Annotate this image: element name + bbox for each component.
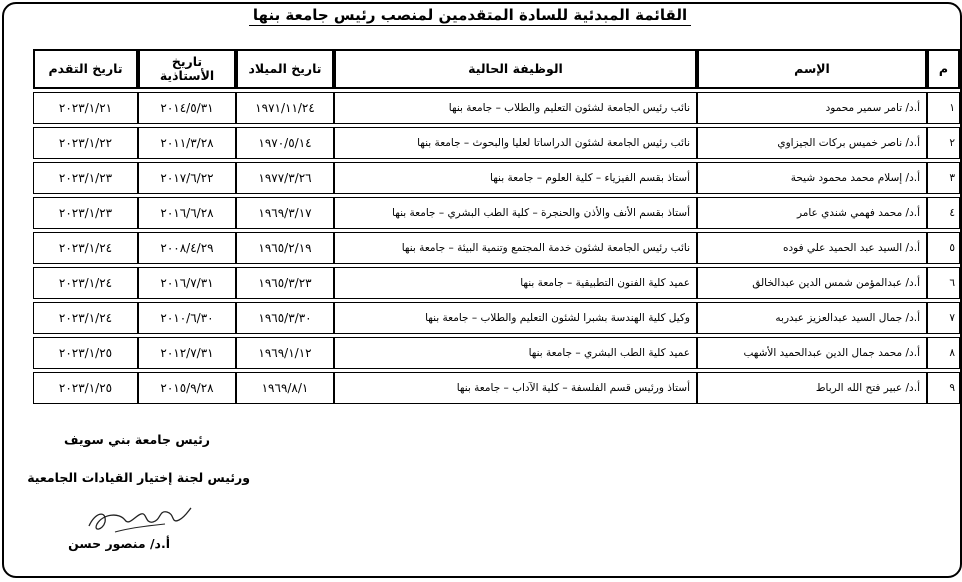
candidates-table xyxy=(33,46,960,407)
cell-job: عميد كلية الطب البشري – جامعة بنها xyxy=(334,337,697,369)
cell-professorship-date: ٢٠١٥/٩/٢٨ xyxy=(138,372,236,404)
table-row xyxy=(33,232,960,264)
cell-name: أ.د/ السيد عبد الحميد علي فوده xyxy=(697,232,927,264)
cell-job: أستاذ ورئيس قسم الفلسفة – كلية الآداب – جامعة بنها xyxy=(334,372,697,404)
cell-job: نائب رئيس الجامعة لشئون الدراساتا لعليا والبحوث – جامعة بنها xyxy=(334,127,697,159)
cell-name: أ.د/ عبدالمؤمن شمس الدين عبدالخالق xyxy=(697,267,927,299)
cell-name: أ.د/ محمد فهمي شندي عامر xyxy=(697,197,927,229)
signatory-name: أ.د/ منصور حسن xyxy=(68,536,170,551)
cell-name: أ.د/ ناصر خميس بركات الجيزاوي xyxy=(697,127,927,159)
cell-application-date: ٢٠٢٣/١/٢٣ xyxy=(33,162,138,194)
cell-application-date: ٢٠٢٣/١/٢٢ xyxy=(33,127,138,159)
table-header-row xyxy=(33,49,960,89)
cell-professorship-date: ٢٠١٢/٧/٣١ xyxy=(138,337,236,369)
document-title xyxy=(0,6,940,24)
cell-job: أستاذ بقسم الأنف والأذن والحنجرة – كلية الطب البشري – جامعة بنها xyxy=(334,197,697,229)
cell-professorship-date: ٢٠١٦/٧/٣١ xyxy=(138,267,236,299)
cell-professorship-date: ٢٠١٤/٥/٣١ xyxy=(138,92,236,124)
cell-application-date: ٢٠٢٣/١/٢١ xyxy=(33,92,138,124)
signature-title-line2: ورئيس لجنة إختيار القيادات الجامعية xyxy=(27,470,250,485)
cell-professorship-date: ٢٠١٦/٦/٢٨ xyxy=(138,197,236,229)
table-row xyxy=(33,127,960,159)
table-row xyxy=(33,267,960,299)
cell-num: ٦ xyxy=(927,267,960,299)
cell-name: أ.د/ محمد جمال الدين عبدالحميد الأشهب xyxy=(697,337,927,369)
cell-num: ١ xyxy=(927,92,960,124)
cell-application-date: ٢٠٢٣/١/٢٤ xyxy=(33,267,138,299)
cell-professorship-date: ٢٠١٠/٦/٣٠ xyxy=(138,302,236,334)
cell-application-date: ٢٠٢٣/١/٢٤ xyxy=(33,302,138,334)
cell-birth-date: ١٩٧١/١١/٢٤ xyxy=(236,92,334,124)
header-application-date: تاريخ التقدم xyxy=(33,49,138,89)
cell-num: ٩ xyxy=(927,372,960,404)
handwritten-signature xyxy=(85,502,195,538)
signature-title-line1: رئيس جامعة بني سويف xyxy=(64,432,210,447)
cell-professorship-date: ٢٠١٧/٦/٢٢ xyxy=(138,162,236,194)
table-row xyxy=(33,372,960,404)
cell-job: نائب رئيس الجامعة لشئون خدمة المجتمع وتنمية البيئة – جامعة بنها xyxy=(334,232,697,264)
cell-num: ٧ xyxy=(927,302,960,334)
cell-birth-date: ١٩٦٩/١/١٢ xyxy=(236,337,334,369)
cell-num: ٤ xyxy=(927,197,960,229)
cell-job: وكيل كلية الهندسة بشبرا لشئون التعليم والطلاب – جامعة بنها xyxy=(334,302,697,334)
header-professorship-date: تاريخ الأستاذية xyxy=(138,49,236,89)
cell-birth-date: ١٩٦٥/٣/٣٠ xyxy=(236,302,334,334)
header-job: الوظيفة الحالية xyxy=(334,49,697,89)
cell-num: ٨ xyxy=(927,337,960,369)
cell-job: عميد كلية الفنون التطبيقية – جامعة بنها xyxy=(334,267,697,299)
table-row xyxy=(33,92,960,124)
cell-name: أ.د/ جمال السيد عبدالعزيز عبدربه xyxy=(697,302,927,334)
header-num: م xyxy=(927,49,960,89)
header-name: الإسم xyxy=(697,49,927,89)
cell-birth-date: ١٩٦٥/٣/٢٣ xyxy=(236,267,334,299)
header-birth-date: تاريخ الميلاد xyxy=(236,49,334,89)
cell-application-date: ٢٠٢٣/١/٢٤ xyxy=(33,232,138,264)
cell-birth-date: ١٩٦٥/٢/١٩ xyxy=(236,232,334,264)
document-title-text: القائمة المبدئية للسادة المتقدمين لمنصب رئيس جامعة بنها xyxy=(249,6,691,26)
cell-num: ٥ xyxy=(927,232,960,264)
cell-job: نائب رئيس الجامعة لشئون التعليم والطلاب – جامعة بنها xyxy=(334,92,697,124)
cell-application-date: ٢٠٢٣/١/٢٥ xyxy=(33,337,138,369)
cell-birth-date: ١٩٦٩/٣/١٧ xyxy=(236,197,334,229)
cell-name: أ.د/ إسلام محمد محمود شيحة xyxy=(697,162,927,194)
cell-name: أ.د/ تامر سمير محمود xyxy=(697,92,927,124)
table-row xyxy=(33,197,960,229)
table-row xyxy=(33,162,960,194)
cell-application-date: ٢٠٢٣/١/٢٣ xyxy=(33,197,138,229)
cell-birth-date: ١٩٦٩/٨/١ xyxy=(236,372,334,404)
cell-birth-date: ١٩٧٧/٣/٢٦ xyxy=(236,162,334,194)
cell-name: أ.د/ عبير فتح الله الرباط xyxy=(697,372,927,404)
cell-birth-date: ١٩٧٠/٥/١٤ xyxy=(236,127,334,159)
cell-job: أستاذ بقسم الفيزياء – كلية العلوم – جامعة بنها xyxy=(334,162,697,194)
cell-num: ٣ xyxy=(927,162,960,194)
table-row xyxy=(33,337,960,369)
cell-professorship-date: ٢٠٠٨/٤/٢٩ xyxy=(138,232,236,264)
cell-application-date: ٢٠٢٣/١/٢٥ xyxy=(33,372,138,404)
cell-num: ٢ xyxy=(927,127,960,159)
cell-professorship-date: ٢٠١١/٣/٢٨ xyxy=(138,127,236,159)
table-row xyxy=(33,302,960,334)
